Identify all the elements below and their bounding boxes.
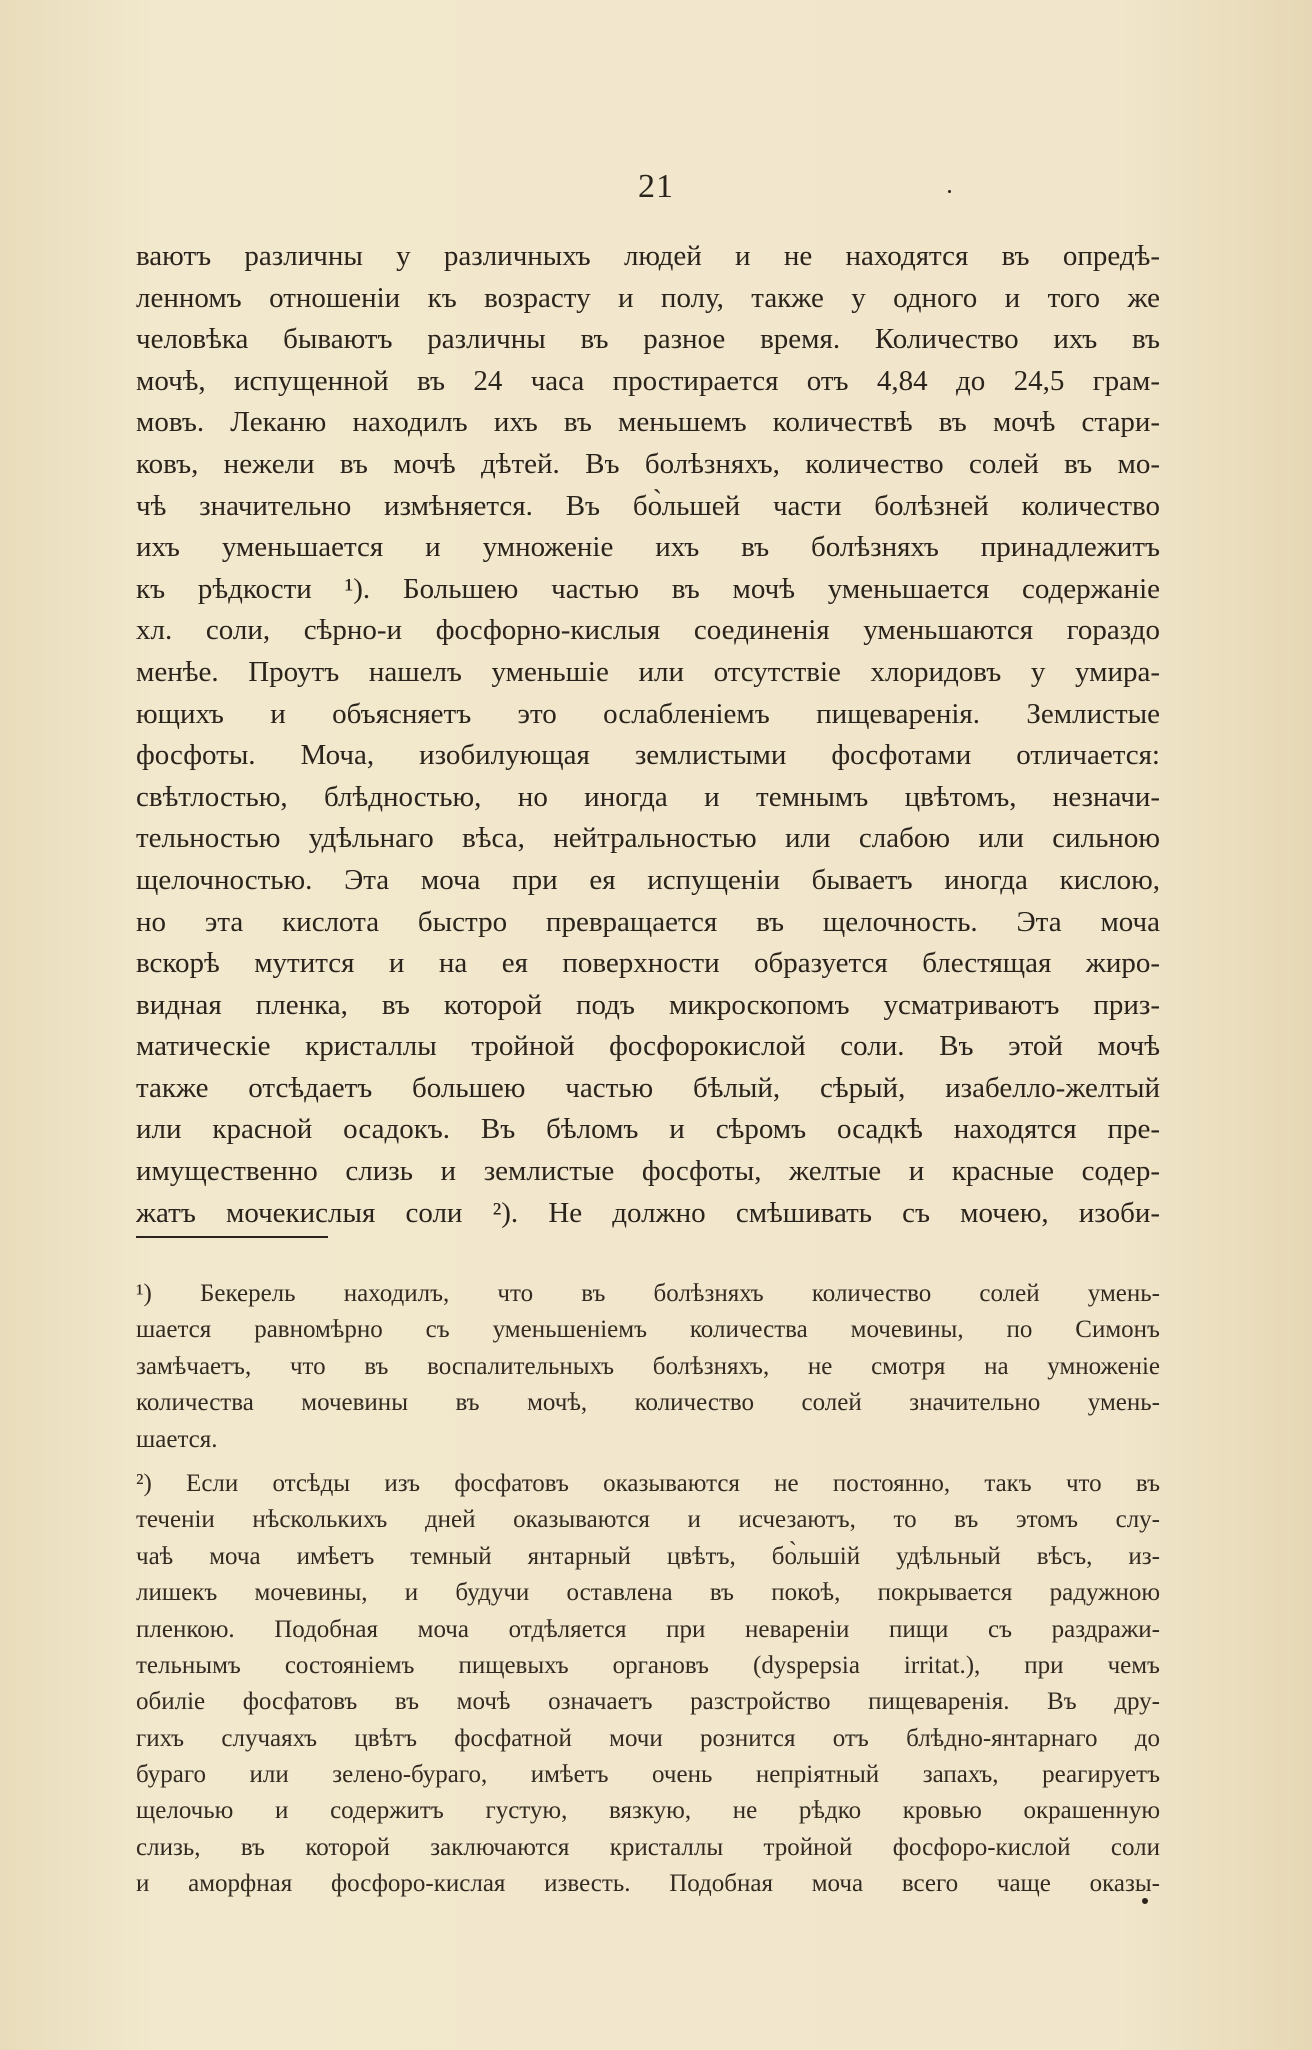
text-line: также отсѣдаетъ большею частью бѣлый, сѣрый, изабелло-желтый: [136, 1071, 1160, 1104]
footnote-line: теченіи нѣсколькихъ дней оказываются и исчезаютъ, то въ этомъ слу-: [136, 1506, 1160, 1534]
text-line: менѣе. Проутъ нашелъ уменьшіе или отсутствіе хлоридовъ у умира-: [136, 655, 1160, 688]
footnote-1: [136, 1276, 1160, 1458]
footnote-line: шается равномѣрно съ уменьшеніемъ количества мочевины, по Симонъ: [136, 1316, 1160, 1344]
footnote-line: тельнымъ состояніемъ пищевыхъ органовъ (dyspepsia irritat.), при чемъ: [136, 1651, 1160, 1679]
text-line: мовъ. Леканю находилъ ихъ въ меньшемъ количествѣ въ мочѣ стари-: [136, 406, 1160, 439]
footnote-line: щелочью и содержитъ густую, вязкую, не рѣдко кровью окрашенную: [136, 1797, 1160, 1825]
footnote-line: шается.: [136, 1425, 218, 1453]
footnote-line: лишекъ мочевины, и будучи оставлена въ покоѣ, покрывается радужною: [136, 1579, 1160, 1607]
text-line: хл. соли, сѣрно-и фосфорно-кислыя соединенія уменьшаются гораздо: [136, 614, 1160, 647]
footnote-line: чаѣ моча имѣетъ темный янтарный цвѣтъ, бо̀льшій удѣльный вѣсъ, из-: [136, 1542, 1160, 1570]
text-line: жатъ мочекислыя соли ²). Не должно смѣшивать съ мочею, изоби-: [136, 1196, 1160, 1229]
text-line: вскорѣ мутится и на ея поверхности образуется блестящая жиро-: [136, 947, 1160, 980]
footnote-line: ¹) Бекерель находилъ, что въ болѣзняхъ количество солей умень-: [136, 1280, 1160, 1307]
text-line: мочѣ, испущенной въ 24 часа простирается отъ 4,84 до 24,5 грам-: [136, 364, 1160, 397]
ink-dot: [1142, 1898, 1148, 1904]
text-line: видная пленка, въ которой подъ микроскопомъ усматриваютъ приз-: [136, 988, 1160, 1021]
footnote-line: количества мочевины въ мочѣ, количество солей значительно умень-: [136, 1389, 1160, 1417]
text-line: но эта кислота быстро превращается въ щелочность. Эта моча: [136, 905, 1160, 938]
text-line: ющихъ и объясняетъ это ослабленіемъ пищеваренія. Землистые: [136, 697, 1160, 730]
text-line: къ рѣдкости ¹). Большею частью въ мочѣ уменьшается содержаніе: [136, 572, 1160, 605]
text-line: матическіе кристаллы тройной фосфорокислой соли. Въ этой мочѣ: [136, 1030, 1160, 1063]
text-line: человѣка бываютъ различны въ разное время. Количество ихъ въ: [136, 323, 1160, 356]
footnote-line: обиліе фосфатовъ въ мочѣ означаетъ разстройство пищеваренія. Въ дру-: [136, 1688, 1160, 1716]
text-line: ковъ, нежели въ мочѣ дѣтей. Въ болѣзняхъ, количество солей въ мо-: [136, 447, 1160, 480]
footnote-2: [136, 1466, 1160, 1903]
text-line: свѣтлостью, блѣдностью, но иногда и темнымъ цвѣтомъ, незначи-: [136, 780, 1160, 813]
text-line: чѣ значительно измѣняется. Въ бо̀льшей части болѣзней количество: [136, 489, 1160, 522]
text-line: ихъ уменьшается и умноженіе ихъ въ болѣзняхъ принадлежитъ: [136, 531, 1160, 564]
footnote-line: и аморфная фосфоро-кислая известь. Подобная моча всего чаще оказы-: [136, 1870, 1160, 1898]
text-line: тельностью удѣльнаго вѣса, нейтральностью или слабою или сильною: [136, 822, 1160, 855]
main-text: [136, 236, 1160, 1234]
text-line: ваютъ различны у различныхъ людей и не находятся въ опредѣ-: [136, 240, 1160, 272]
footnote-line: слизь, въ которой заключаются кристаллы тройной фосфоро-кислой соли: [136, 1833, 1160, 1861]
footnote-line: замѣчаетъ, что въ воспалительныхъ болѣзняхъ, не смотря на умноженіе: [136, 1352, 1160, 1380]
text-line: имущественно слизь и землистые фосфоты, желтые и красные содер-: [136, 1155, 1160, 1188]
text-line: щелочностью. Эта моча при ея испущеніи бываетъ иногда кислою,: [136, 863, 1160, 896]
footnote-rule: [136, 1236, 328, 1238]
footnote-line: бураго или зелено-бураго, имѣетъ очень непріятный запахъ, реагируетъ: [136, 1761, 1160, 1789]
page-number: 21: [638, 168, 674, 205]
footnote-line: ²) Если отсѣды изъ фосфатовъ оказываются не постоянно, такъ что въ: [136, 1469, 1160, 1497]
text-line: ленномъ отношеніи къ возрасту и полу, также у одного и того же: [136, 281, 1160, 314]
footnote-line: гихъ случаяхъ цвѣтъ фосфатной мочи рознится отъ блѣдно-янтарнаго до: [136, 1724, 1160, 1752]
footnotes: [136, 1276, 1160, 1903]
text-line: или красной осадокъ. Въ бѣломъ и сѣромъ осадкѣ находятся пре-: [136, 1113, 1160, 1146]
footnote-line: пленкою. Подобная моча отдѣляется при невареніи пищи съ раздражи-: [136, 1615, 1160, 1643]
text-line: фосфоты. Моча, изобилующая землистыми фосфотами отличается:: [136, 739, 1160, 772]
